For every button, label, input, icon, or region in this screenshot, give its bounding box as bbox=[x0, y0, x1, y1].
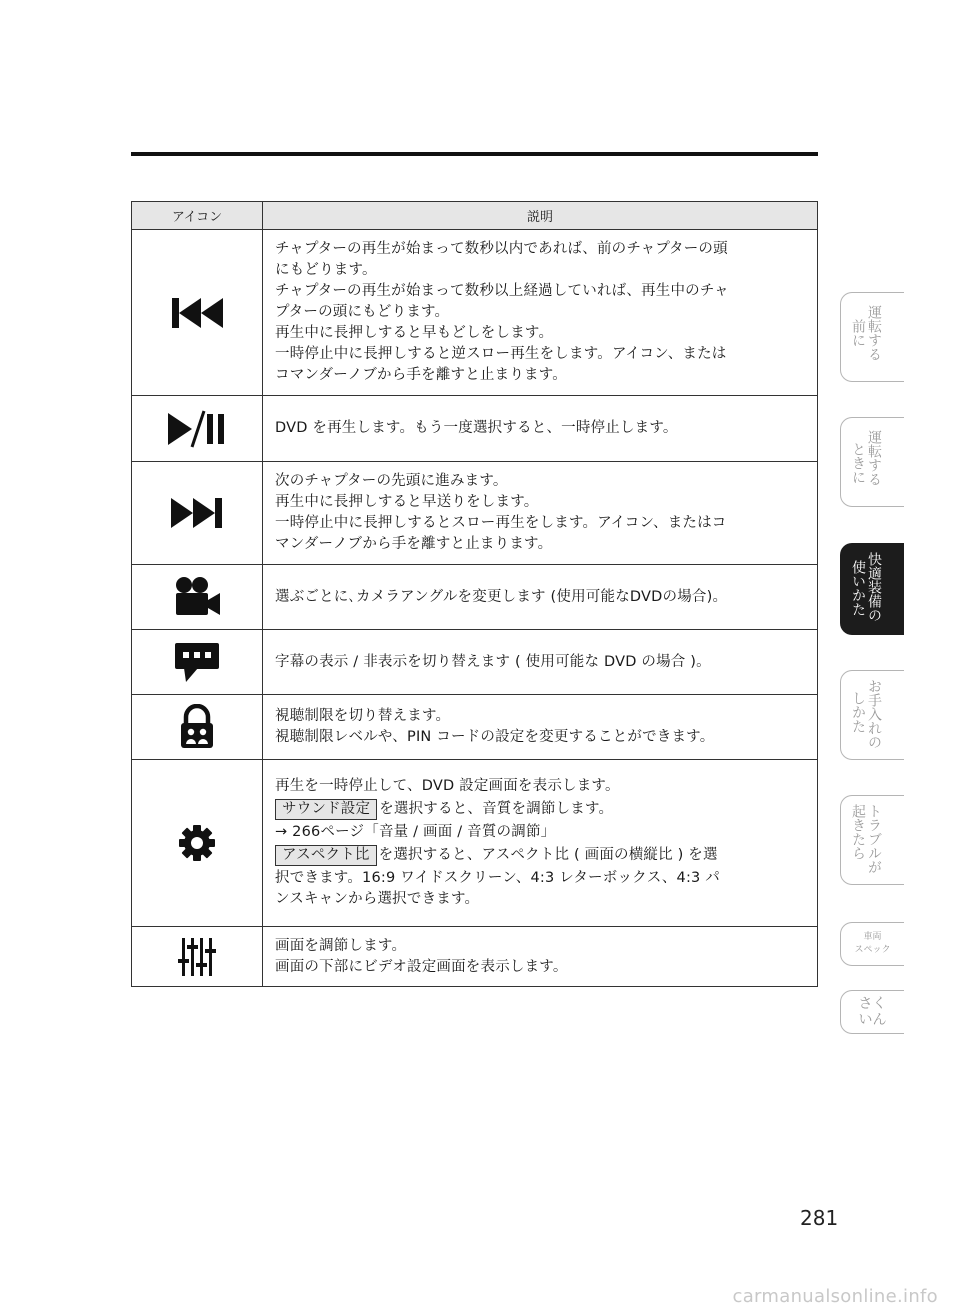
aspect-ratio-label: アスペクト比 bbox=[275, 845, 377, 866]
table-header-row bbox=[132, 202, 818, 230]
text-line: 一時停止中に長押しするとスロー再生をします。アイコン、またはコ bbox=[275, 515, 727, 531]
table-row bbox=[132, 565, 818, 630]
parental-lock-icon bbox=[177, 704, 217, 750]
side-tab-specifications[interactable] bbox=[840, 922, 904, 966]
text-line: 択できます。16:9 ワイドスクリーン、4:3 レターボックス、4:3 パ bbox=[275, 870, 720, 886]
side-tab-text: 運転する bbox=[866, 305, 882, 361]
header-rule bbox=[131, 152, 818, 156]
table-row bbox=[132, 396, 818, 462]
header-icon: アイコン bbox=[132, 202, 263, 230]
text-line: チャプターの再生が始まって数秒以上経過していれば、再生中のチャ bbox=[275, 283, 729, 299]
settings-gear-icon bbox=[177, 823, 217, 863]
icon-cell bbox=[132, 760, 263, 927]
watermark: carmanualsonline.info bbox=[732, 1286, 938, 1307]
table-row bbox=[132, 630, 818, 695]
table-row bbox=[132, 462, 818, 565]
icon-cell bbox=[132, 565, 263, 630]
icon-cell bbox=[132, 230, 263, 396]
text-line: 画面を調節します。 bbox=[275, 937, 407, 954]
sound-settings-label: サウンド設定 bbox=[275, 799, 377, 820]
side-tab-maintenance[interactable] bbox=[840, 670, 904, 760]
side-tab-text: さく bbox=[858, 996, 887, 1012]
header-description: 説明 bbox=[263, 202, 818, 230]
text-line: チャプターの再生が始まって数秒以内であれば、前のチャプターの頭 bbox=[275, 241, 728, 257]
description-cell bbox=[263, 760, 818, 927]
side-tab-text: 使いかた bbox=[850, 560, 866, 616]
text-line: 視聴制限を切り替えます。 bbox=[275, 708, 451, 724]
text-line: 再生を一時停止して、DVD 設定画面を表示します。 bbox=[275, 778, 620, 794]
icon-table bbox=[131, 201, 818, 987]
description-cell bbox=[263, 630, 818, 695]
side-tab-comfort-features[interactable] bbox=[840, 543, 904, 635]
side-tab-before-driving[interactable] bbox=[840, 292, 904, 382]
text-fragment: を選択すると、アスペクト比 ( 画面の横縦比 ) を選 bbox=[378, 847, 718, 863]
icon-cell bbox=[132, 462, 263, 565]
text-line: 視聴制限レベルや、PIN コードの設定を変更することができます。 bbox=[275, 729, 715, 745]
text-line bbox=[275, 843, 809, 868]
text-line: マンダーノブから手を離すと止まります。 bbox=[275, 536, 553, 552]
side-tab-text: お手入れの bbox=[866, 679, 882, 749]
text-line: 次のチャプターの先頭に進みます。 bbox=[275, 473, 508, 489]
description-cell bbox=[263, 462, 818, 565]
icon-cell bbox=[132, 396, 263, 462]
text-line: DVD を再生します。もう一度選択すると、一時停止します。 bbox=[275, 420, 678, 436]
text-line: ンスキャンから選択できます。 bbox=[275, 891, 480, 907]
text-line: にもどります。 bbox=[275, 262, 377, 278]
text-line: 字幕の表示 / 非表示を切り替えます ( 使用可能な DVD の場合 )。 bbox=[275, 653, 711, 670]
icon-cell bbox=[132, 695, 263, 760]
table-row bbox=[132, 760, 818, 927]
side-tab-text: 車両 bbox=[863, 932, 882, 942]
side-tab-index[interactable] bbox=[840, 990, 904, 1034]
side-tab-text: トラブルが bbox=[866, 804, 882, 874]
description-cell bbox=[263, 396, 818, 462]
text-line: 画面の下部にビデオ設定画面を表示します。 bbox=[275, 958, 568, 975]
side-tab-troubleshooting[interactable] bbox=[840, 795, 904, 885]
table-row bbox=[132, 695, 818, 760]
table-row bbox=[132, 927, 818, 987]
subtitle-icon bbox=[172, 640, 222, 684]
play-pause-icon bbox=[165, 407, 229, 451]
side-tab-text: ときに bbox=[850, 442, 866, 484]
skip-next-icon bbox=[169, 493, 225, 533]
icon-cell bbox=[132, 927, 263, 987]
side-tab-text: 運転する bbox=[866, 430, 882, 486]
side-tab-text: いん bbox=[858, 1012, 887, 1028]
description-cell bbox=[263, 565, 818, 630]
page-reference: → 266ページ「音量 / 画面 / 音質の調節」 bbox=[275, 824, 556, 840]
text-line: 選ぶごとに､カメラアングルを変更します (使用可能なDVDの場合)｡ bbox=[275, 588, 720, 605]
side-tab-text: 前に bbox=[850, 319, 866, 347]
page-number: 281 bbox=[800, 1206, 839, 1230]
side-tab-while-driving[interactable] bbox=[840, 417, 904, 507]
side-tab-text: スペック bbox=[854, 945, 891, 955]
table-row bbox=[132, 230, 818, 396]
side-tab-text: 起きたら bbox=[850, 804, 866, 860]
side-tab-text: 快適装備の bbox=[866, 552, 882, 622]
text-line: 再生中に長押しすると早送りをします。 bbox=[275, 494, 539, 510]
icon-cell bbox=[132, 630, 263, 695]
text-line: コマンダーノブから手を離すと止まります。 bbox=[275, 367, 567, 383]
camera-angle-icon bbox=[172, 575, 222, 619]
text-fragment: を選択すると、音質を調節します。 bbox=[379, 801, 614, 817]
video-adjust-sliders-icon bbox=[175, 935, 219, 979]
text-line: 一時停止中に長押しすると逆スロー再生をします。アイコン、または bbox=[275, 346, 727, 362]
text-line: プターの頭にもどります。 bbox=[275, 304, 450, 320]
description-cell bbox=[263, 927, 818, 987]
text-line bbox=[275, 797, 809, 822]
description-cell bbox=[263, 230, 818, 396]
skip-previous-icon bbox=[169, 293, 225, 333]
side-tab-text: しかた bbox=[850, 691, 866, 733]
description-cell bbox=[263, 695, 818, 760]
text-line: 再生中に長押しすると早もどしをします。 bbox=[275, 325, 554, 341]
